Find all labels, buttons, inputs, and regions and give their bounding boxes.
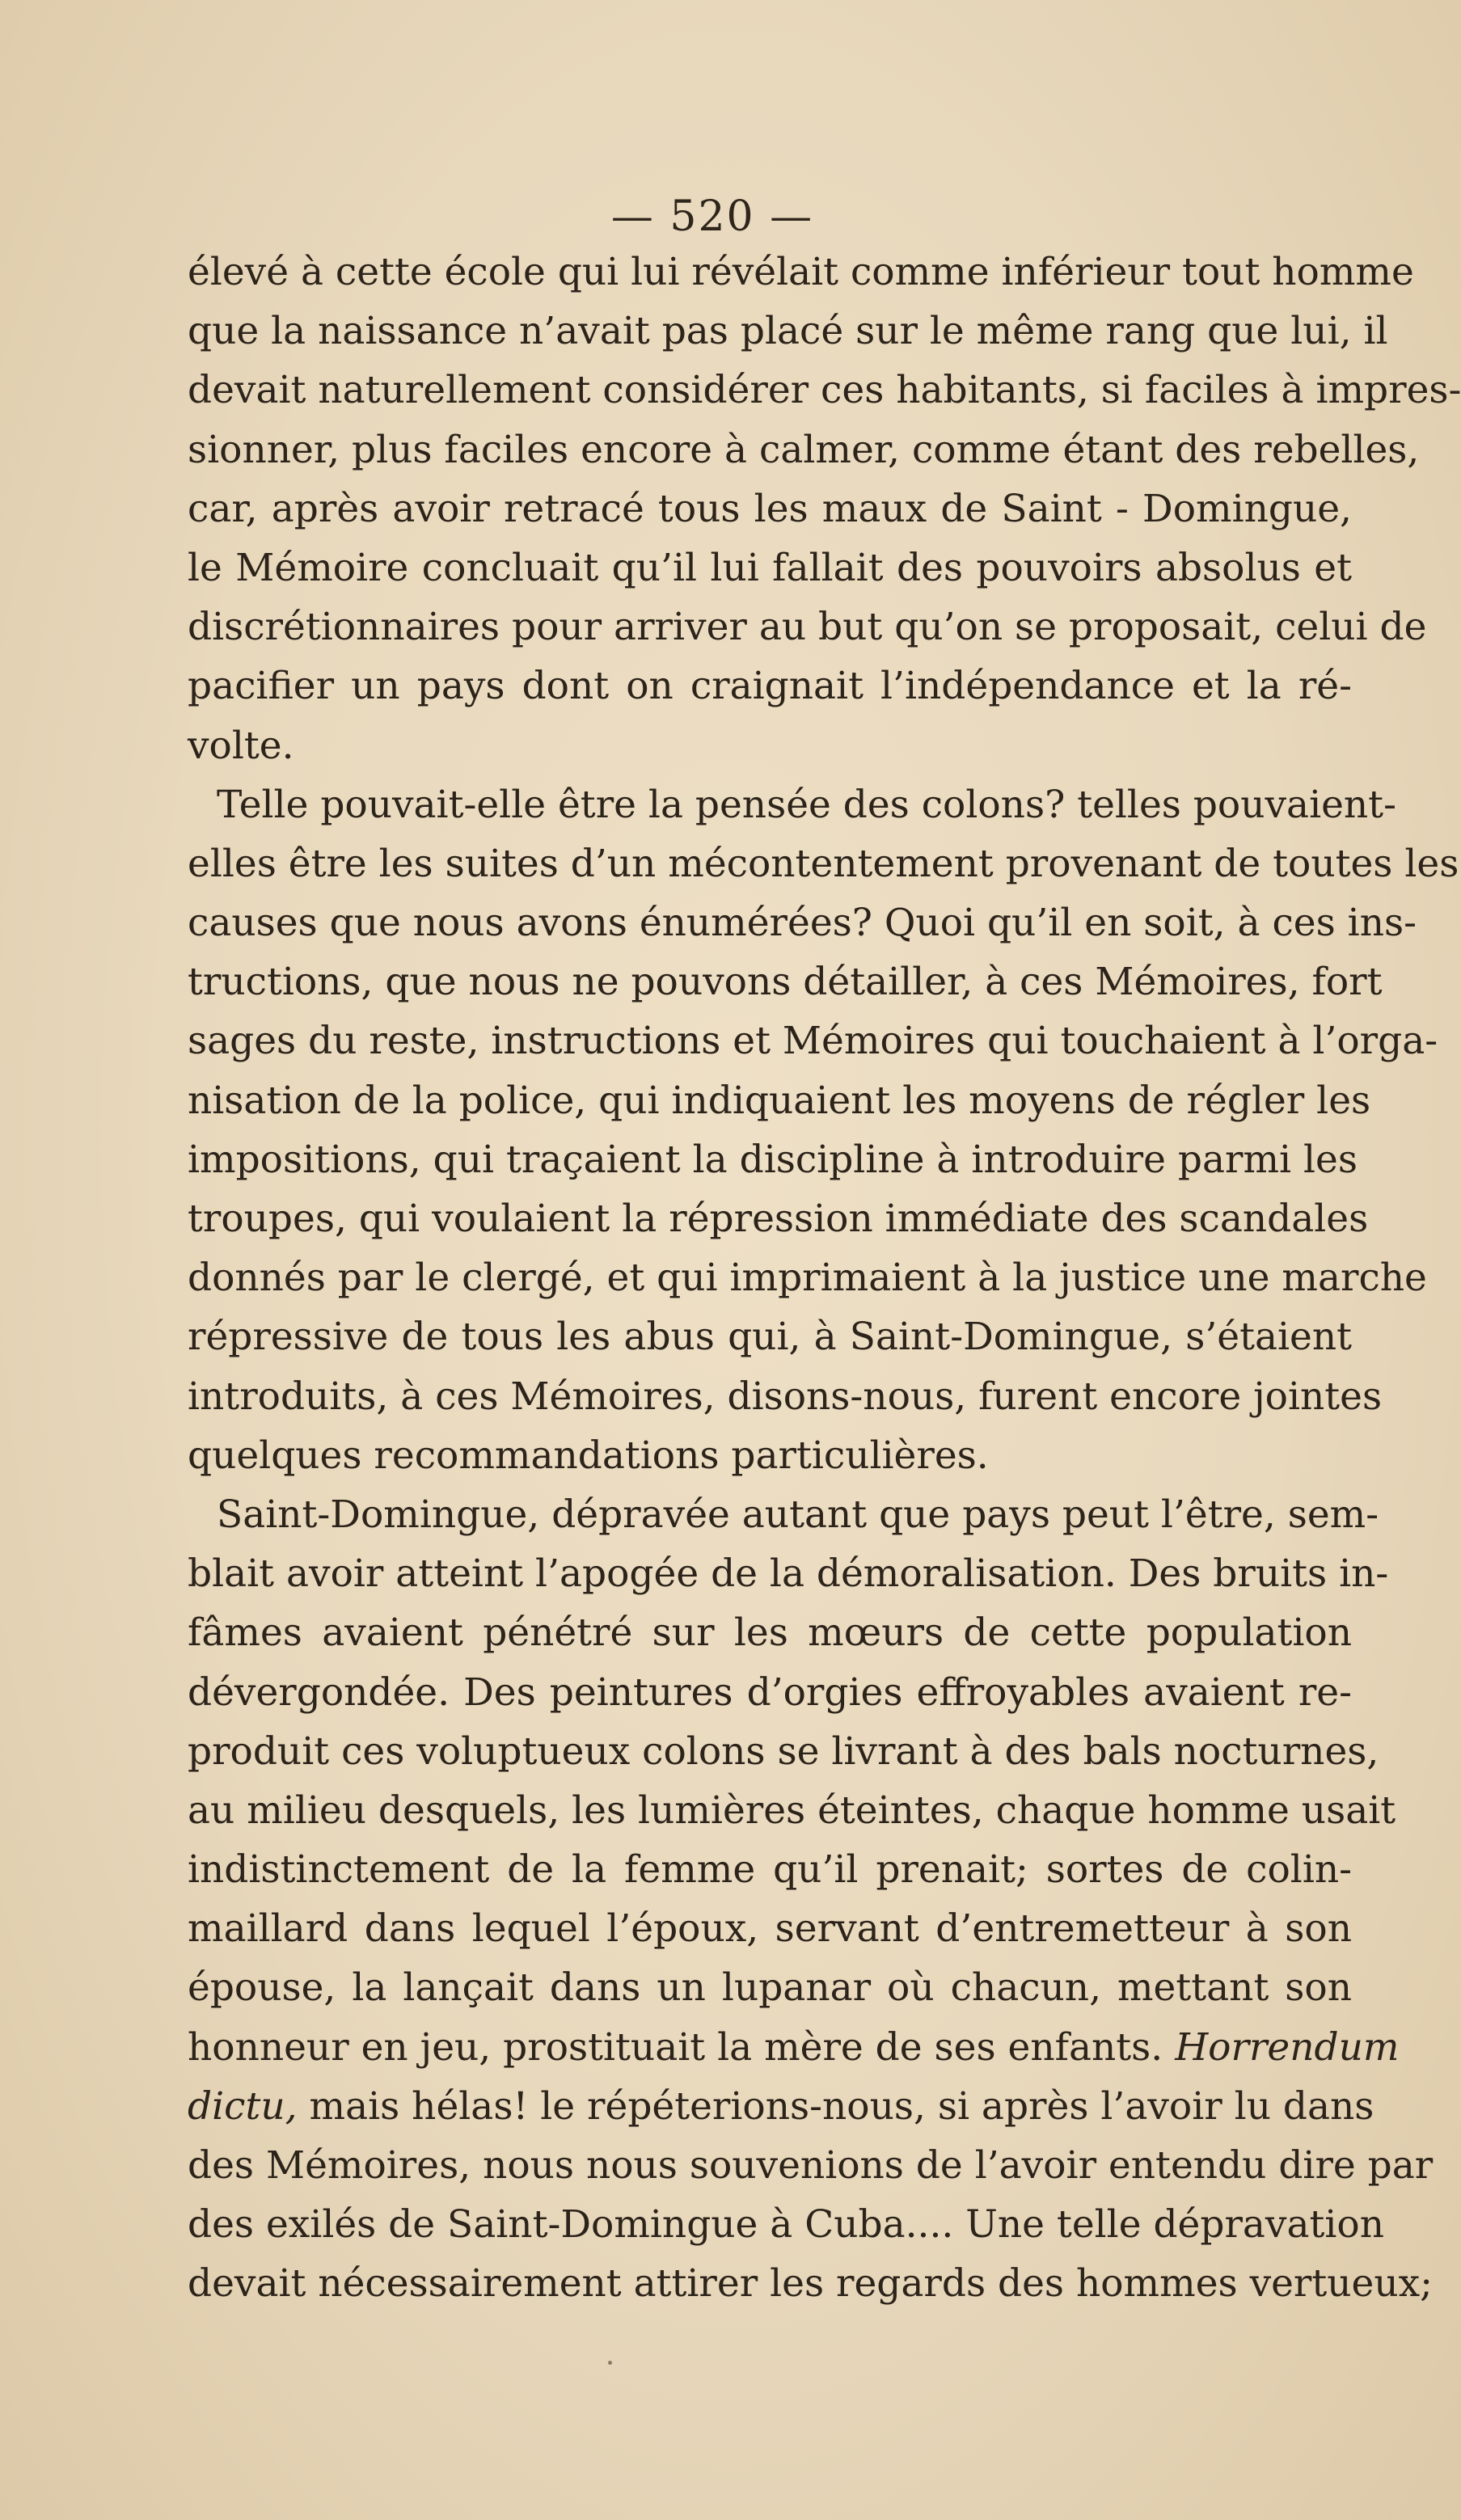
text-line: devait naturellement considérer ces habitants, si faciles à impres- <box>188 368 1461 413</box>
text-line: elles être les suites d’un mécontentement provenant de toutes les <box>188 841 1459 886</box>
text-line: tructions, que nous ne pouvons détailler, à ces Mémoires, fort <box>188 960 1383 1005</box>
text-line: sionner, plus faciles encore à calmer, comme étant des rebelles, <box>188 427 1420 472</box>
text-line: dévergondée. Des peintures d’orgies effroyables avaient re- <box>188 1669 1352 1715</box>
text-line: maillard dans lequel l’époux, servant d’entremetteur à son <box>188 1906 1352 1952</box>
text-line: sages du reste, instructions et Mémoires qui touchaient à l’orga- <box>188 1019 1438 1064</box>
text-segment: honneur en jeu, prostituait la mère de ses enfants. <box>188 2024 1163 2070</box>
text-line: des Mémoires, nous nous souvenions de l’avoir entendu dire par <box>188 2143 1434 2188</box>
text-line: causes que nous avons énumérées? Quoi qu’il en soit, à ces ins- <box>188 901 1417 946</box>
text-line: donnés par le clergé, et qui imprimaient à la justice une marche <box>188 1256 1427 1301</box>
text-line: volte. <box>188 723 294 768</box>
text-line: introduits, à ces Mémoires, disons-nous, furent encore jointes <box>188 1374 1383 1419</box>
text-line: des exilés de Saint-Domingue à Cuba.... Une telle dépravation <box>188 2202 1384 2248</box>
body-text <box>188 243 1461 2314</box>
text-line: Saint-Domingue, dépravée autant que pays peut l’être, sem- <box>217 1492 1379 1537</box>
text-line: impositions, qui traçaient la discipline à introduire parmi les <box>188 1137 1358 1182</box>
text-line: car, après avoir retracé tous les maux de Saint - Domingue, <box>188 486 1352 531</box>
text-line: que la naissance n’avait pas placé sur le même rang que lui, il <box>188 309 1388 354</box>
text-line <box>188 2018 1400 2077</box>
text-line: produit ces voluptueux colons se livrant à des bals nocturnes, <box>188 1729 1379 1774</box>
text-line: blait avoir atteint l’apogée de la démoralisation. Des bruits in- <box>188 1551 1389 1597</box>
page-number: — 520 — <box>610 192 814 241</box>
italic-phrase: Horrendum <box>1175 2024 1400 2070</box>
text-line: le Mémoire concluait qu’il lui fallait des pouvoirs absolus et <box>188 545 1352 590</box>
text-line: Telle pouvait-elle être la pensée des colons? telles pouvaient- <box>217 782 1396 827</box>
text-line <box>188 2077 1374 2136</box>
text-line: nisation de la police, qui indiquaient les moyens de régler les <box>188 1078 1371 1123</box>
text-line: fâmes avaient pénétré sur les mœurs de cette population <box>188 1610 1352 1656</box>
text-line: devait nécessairement attirer les regards des hommes vertueux; <box>188 2261 1433 2307</box>
text-line: élevé à cette école qui lui révélait comme inférieur tout homme <box>188 250 1414 294</box>
paper-speck <box>608 2361 612 2365</box>
text-line: au milieu desquels, les lumières éteintes, chaque homme usait <box>188 1788 1396 1833</box>
text-line: indistinctement de la femme qu’il prenait; sortes de colin- <box>188 1847 1352 1893</box>
italic-phrase: dictu, <box>188 2083 298 2129</box>
text-line: discrétionnaires pour arriver au but qu’on se proposait, celui de <box>188 605 1427 650</box>
text-line: troupes, qui voulaient la répression immédiate des scandales <box>188 1197 1369 1241</box>
text-line: quelques recommandations particulières. <box>188 1433 989 1478</box>
text-line: pacifier un pays dont on craignait l’indépendance et la ré- <box>188 664 1352 709</box>
text-segment: mais hélas! le répéterions-nous, si après l’avoir lu dans <box>309 2083 1374 2129</box>
text-line: épouse, la lançait dans un lupanar où chacun, mettant son <box>188 1965 1352 2011</box>
text-line: répressive de tous les abus qui, à Saint-Domingue, s’étaient <box>188 1315 1352 1360</box>
